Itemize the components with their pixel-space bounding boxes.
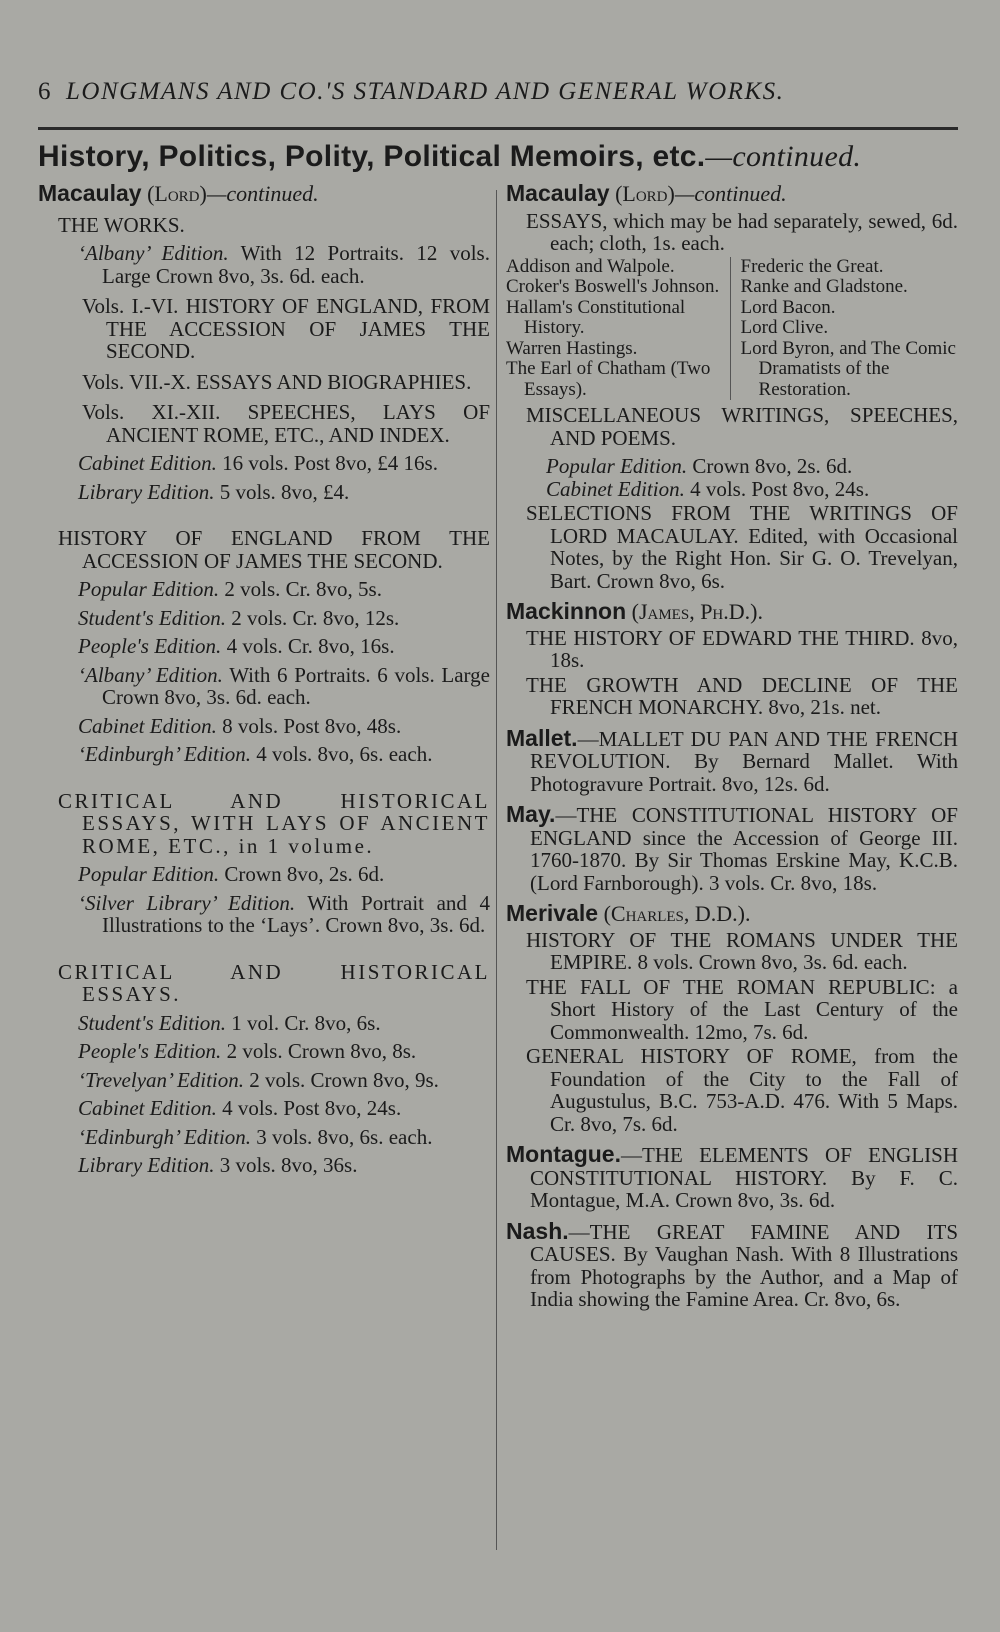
essays-list: [506, 257, 958, 401]
right-column: [506, 182, 958, 1311]
author-heading: [506, 182, 958, 206]
author-heading: [506, 902, 958, 926]
list-item: Lord Bacon.: [740, 296, 836, 318]
left-column: [38, 182, 490, 1177]
list-item: The Earl of Chatham (Two Essays).: [506, 358, 711, 400]
edition-entry: [78, 1010, 490, 1035]
edition-entry: [78, 1124, 490, 1149]
edition-details: 16 vols. Post 8vo, £4 16s.: [216, 451, 438, 475]
author-name: Montague.: [506, 1141, 621, 1167]
running-title: LONGMANS AND CO.'S STANDARD AND GENERAL WORKS.: [66, 78, 785, 105]
edition-entry: [78, 1096, 490, 1120]
author-name: Mallet.: [506, 724, 578, 751]
edition-entry: [78, 605, 490, 630]
list-item: Croker's Boswell's Johnson.: [506, 276, 720, 297]
edition-details: Crown 8vo, 2s. 6d.: [687, 454, 853, 478]
edition-details: 2 vols. Cr. 8vo, 12s.: [225, 605, 400, 630]
edition-name: Popular Edition.: [78, 577, 220, 601]
edition-details: 2 vols. Crown 8vo, 8s.: [221, 1039, 417, 1063]
edition-name: Popular Edition.: [78, 862, 220, 886]
edition-name: Library Edition.: [78, 1153, 215, 1177]
list-item: Frederic the Great.: [740, 255, 884, 277]
spacer: [38, 766, 490, 782]
work-heading: THE GROWTH AND DECLINE OF THE FRENCH MONARCHY. 8vo, 21s. net.: [526, 672, 958, 719]
list-item: Addison and Walpole.: [506, 255, 675, 277]
edition-details: 3 vols. 8vo, 6s. each.: [251, 1124, 433, 1149]
author-entry: [506, 724, 958, 796]
author-name: Macaulay: [38, 180, 142, 206]
edition-details: 4 vols. Post 8vo, 24s.: [684, 476, 870, 501]
spacer: [38, 503, 490, 519]
edition-name: Cabinet Edition.: [78, 713, 217, 738]
edition-entry: [78, 662, 490, 709]
author-name: Nash.: [506, 1217, 569, 1244]
edition-details: With Portrait and 4 Illustrations to the ‘Lays’. Crown 8vo, 3s. 6d.: [102, 890, 490, 937]
edition-details: Crown 8vo, 2s. 6d.: [219, 862, 385, 886]
header-rule: [38, 127, 958, 130]
edition-name: People's Edition.: [78, 634, 222, 658]
edition-details: 4 vols. Cr. 8vo, 16s.: [221, 634, 395, 658]
work-heading: HISTORY OF THE ROMANS UNDER THE EMPIRE. 8 vols. Crown 8vo, 3s. 6d. each.: [526, 927, 958, 974]
spacer: [38, 937, 490, 953]
edition-name: Library Edition.: [78, 479, 215, 504]
essays-list-right: [731, 257, 958, 401]
author-entry: [506, 1143, 958, 1212]
edition-entry: [78, 1067, 490, 1092]
edition-details: 2 vols. Crown 8vo, 9s.: [244, 1067, 439, 1092]
work-heading: THE HISTORY OF EDWARD THE THIRD. 8vo, 18s.: [526, 625, 958, 672]
edition-name: ‘Edinburgh’ Edition.: [78, 1124, 252, 1149]
entry-text: —THE CONSTITUTIONAL HISTORY OF ENGLAND since the Accession of George III. 1760-1870. By Sir Thomas Erskine May, K.C.B. (Lord Farnborough). 3 vols. Cr. 8vo, 18s.: [530, 803, 958, 895]
work-heading: THE FALL OF THE ROMAN REPUBLIC: a Short History of the Last Century of the Commonwealth. 12mo, 7s. 6d.: [526, 974, 958, 1044]
section-title: [38, 140, 998, 174]
entry-text: —MALLET DU PAN AND THE FRENCH REVOLUTION. By Bernard Mallet. With Photogravure Portrait. 8vo, 12s. 6d.: [530, 726, 958, 796]
edition-entry: [78, 1153, 490, 1177]
list-item: Lord Byron, and The Comic Dramatists of the Restoration.: [740, 337, 956, 400]
edition-details: 4 vols. Post 8vo, 24s.: [216, 1096, 402, 1120]
author-heading: [506, 600, 958, 624]
edition-name: ‘Albany’ Edition.: [78, 241, 229, 265]
list-item: Ranke and Gladstone.: [740, 276, 908, 297]
author-entry: [506, 803, 958, 894]
edition-name: Cabinet Edition.: [78, 451, 217, 475]
author-name: Merivale: [506, 900, 599, 926]
edition-name: ‘Albany’ Edition.: [78, 662, 223, 687]
edition-entry: [546, 454, 958, 478]
edition-details: 5 vols. 8vo, £4.: [214, 479, 350, 504]
edition-entry: [78, 479, 490, 504]
author-continued: —continued.: [206, 181, 319, 206]
edition-entry: [78, 890, 490, 937]
author-name: Macaulay: [506, 180, 610, 206]
edition-name: Student's Edition.: [78, 605, 226, 630]
page-number: 6: [38, 78, 52, 105]
edition-name: Popular Edition.: [546, 454, 688, 478]
author-heading: [38, 182, 490, 206]
edition-details: 8 vols. Post 8vo, 48s.: [216, 713, 402, 738]
edition-entry: [78, 577, 490, 601]
work-heading: SELECTIONS FROM THE WRITINGS OF LORD MACAULAY. Edited, with Occasional Notes, by the Right Hon. Sir G. O. Trevelyan, Bart. Crown 8vo, 6s.: [526, 501, 958, 593]
author-title: (Lord): [147, 181, 207, 206]
edition-name: Student's Edition.: [78, 1010, 226, 1035]
author-entry: [506, 1217, 958, 1311]
work-heading: CRITICAL AND HISTORICAL ESSAYS, WITH LAYS OF ANCIENT ROME, ETC., in 1 volume.: [58, 788, 490, 858]
volume-entry: Vols. I.-VI. HISTORY OF ENGLAND, FROM THE ACCESSION OF JAMES THE SECOND.: [82, 294, 490, 363]
edition-entry: [78, 241, 490, 288]
running-head: [38, 78, 958, 106]
volume-entry: Vols. XI.-XII. SPEECHES, LAYS OF ANCIENT ROME, ETC., AND INDEX.: [82, 400, 490, 447]
edition-entry: [78, 713, 490, 738]
edition-details: 4 vols. 8vo, 6s. each.: [251, 742, 433, 766]
edition-entry: [78, 742, 490, 766]
author-continued: —continued.: [674, 181, 787, 206]
edition-name: ‘Edinburgh’ Edition.: [78, 742, 252, 766]
list-item: Hallam's Constitutional History.: [506, 296, 686, 338]
essays-list-left: [506, 257, 731, 401]
author-title: (Charles, D.D.).: [603, 901, 751, 926]
works-heading: THE WORKS.: [58, 212, 185, 237]
list-item: Lord Clive.: [740, 317, 829, 338]
edition-entry: [78, 1039, 490, 1063]
edition-name: Cabinet Edition.: [78, 1096, 217, 1120]
entry-text: —THE GREAT FAMINE AND ITS CAUSES. By Vaughan Nash. With 8 Illustrations from Photographs by the Author, and a Map of India showing the Famine Area. Cr. 8vo, 6s.: [530, 1219, 958, 1311]
list-item: Warren Hastings.: [506, 337, 638, 359]
work-heading: MISCELLANEOUS WRITINGS, SPEECHES, AND POEMS.: [526, 403, 958, 450]
author-name: May.: [506, 801, 556, 827]
volume-entry: Vols. VII.-X. ESSAYS AND BIOGRAPHIES.: [82, 369, 472, 394]
edition-entry: [78, 451, 490, 475]
edition-details: 1 vol. Cr. 8vo, 6s.: [225, 1010, 381, 1035]
essays-heading: ESSAYS, which may be had separately, sewed, 6d. each; cloth, 1s. each.: [526, 208, 958, 255]
edition-name: People's Edition.: [78, 1039, 222, 1063]
edition-details: 2 vols. Cr. 8vo, 5s.: [219, 577, 382, 601]
entry-text: —THE ELEMENTS OF ENGLISH CONSTITUTIONAL HISTORY. By F. C. Montague, M.A. Crown 8vo, 3s. 6d.: [530, 1143, 958, 1212]
section-title-text: History, Politics, Polity, Political Memoirs, etc.: [38, 140, 706, 173]
edition-entry: [78, 862, 490, 886]
edition-details: With 12 Portraits. 12 vols. Large Crown 8vo, 3s. 6d. each.: [102, 241, 490, 288]
edition-entry: [78, 634, 490, 658]
edition-details: With 6 Portraits. 6 vols. Large Crown 8vo, 3s. 6d. each.: [102, 662, 490, 709]
edition-details: 3 vols. 8vo, 36s.: [214, 1153, 358, 1177]
edition-entry: [546, 476, 958, 501]
author-name: Mackinnon: [506, 598, 627, 624]
author-title: (James, Ph.D.).: [631, 599, 763, 624]
edition-name: ‘Trevelyan’ Edition.: [78, 1067, 245, 1092]
edition-name: ‘Silver Library’ Edition.: [78, 890, 296, 915]
work-heading: GENERAL HISTORY OF ROME, from the Foundation of the City to the Fall of Augustulus, B.C. 753-A.D. 476. With 5 Maps. Cr. 8vo, 7s. 6d.: [526, 1044, 958, 1136]
edition-name: Cabinet Edition.: [546, 476, 685, 501]
section-continued: —continued.: [705, 140, 862, 173]
author-title: (Lord): [615, 181, 675, 206]
column-divider: [496, 190, 497, 1550]
work-heading: CRITICAL AND HISTORICAL ESSAYS.: [58, 959, 490, 1006]
work-heading: HISTORY OF ENGLAND FROM THE ACCESSION OF JAMES THE SECOND.: [58, 526, 490, 573]
